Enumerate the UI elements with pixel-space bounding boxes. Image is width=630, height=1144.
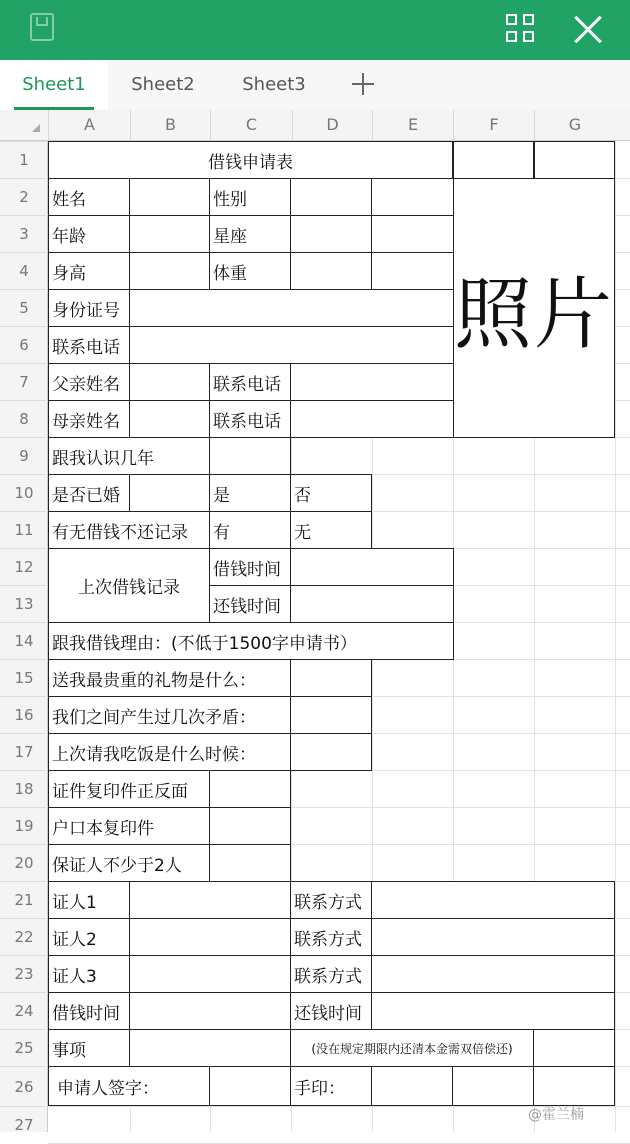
row-header-1[interactable]: 1 bbox=[0, 141, 48, 178]
cell-father-phone-label[interactable]: 联系电话 bbox=[209, 363, 291, 401]
cell-mother-value[interactable] bbox=[129, 400, 210, 438]
cell-return-time-label[interactable]: 还钱时间 bbox=[290, 992, 372, 1030]
cell-contact2-label[interactable]: 联系方式 bbox=[290, 918, 372, 956]
column-header-a[interactable]: A bbox=[48, 110, 130, 140]
cell-loan-time-label[interactable]: 借钱时间 bbox=[48, 992, 130, 1030]
cell-c19[interactable] bbox=[209, 807, 291, 845]
cell-gift[interactable]: 送我最贵重的礼物是什么： bbox=[48, 659, 291, 697]
cell-zodiac-value[interactable] bbox=[290, 215, 372, 253]
app-toolbar bbox=[0, 0, 630, 60]
cell-witness1-value[interactable] bbox=[129, 881, 291, 919]
row-header-2[interactable]: 2 bbox=[0, 178, 48, 215]
cell-gender-label[interactable]: 性别 bbox=[209, 178, 291, 216]
cell-id-copy[interactable]: 证件复印件正反面 bbox=[48, 770, 210, 808]
cell-witness2-label[interactable]: 证人2 bbox=[48, 918, 130, 956]
cell-g26[interactable] bbox=[533, 1066, 615, 1106]
cell-married-yes[interactable]: 是 bbox=[209, 474, 291, 512]
row-header-9[interactable]: 9 bbox=[0, 437, 48, 474]
save-icon[interactable] bbox=[30, 13, 54, 41]
cell-matters-value[interactable] bbox=[129, 1029, 291, 1067]
cell-d17[interactable] bbox=[290, 733, 372, 771]
cell-height-label[interactable]: 身高 bbox=[48, 252, 130, 290]
cell-loan-time-value[interactable] bbox=[129, 992, 291, 1030]
cell-weight-label[interactable]: 体重 bbox=[209, 252, 291, 290]
cell-witness3-label[interactable]: 证人3 bbox=[48, 955, 130, 993]
row-header-12[interactable]: 12 bbox=[0, 548, 48, 585]
cell-borrow-time-label[interactable]: 借钱时间 bbox=[209, 548, 291, 586]
cell-mother-phone-label[interactable]: 联系电话 bbox=[209, 400, 291, 438]
cell-c18[interactable] bbox=[209, 770, 291, 808]
spreadsheet-grid bbox=[48, 141, 630, 1132]
cell-e3[interactable] bbox=[371, 215, 454, 253]
cell-f1[interactable] bbox=[453, 141, 534, 179]
cell-contact3-label[interactable]: 联系方式 bbox=[290, 955, 372, 993]
sheet-tab-bar bbox=[0, 60, 630, 111]
cell-id-value[interactable] bbox=[129, 289, 454, 327]
cell-f26[interactable] bbox=[452, 1066, 534, 1106]
cell-contact3-value[interactable] bbox=[371, 955, 615, 993]
cell-last-borrow-label[interactable]: 上次借钱记录 bbox=[48, 548, 210, 623]
column-header-g[interactable]: G bbox=[534, 110, 615, 140]
cell-mother-label[interactable]: 母亲姓名 bbox=[48, 400, 130, 438]
cell-height-value[interactable] bbox=[129, 252, 210, 290]
tab-sheet3[interactable]: Sheet3 bbox=[242, 74, 306, 95]
watermark-text: @霍兰楠 bbox=[528, 1107, 584, 1123]
row-header-17[interactable]: 17 bbox=[0, 733, 48, 770]
row-header-18[interactable]: 18 bbox=[0, 770, 48, 807]
column-header-b[interactable]: B bbox=[130, 110, 210, 140]
row-header-13[interactable]: 13 bbox=[0, 585, 48, 622]
cell-witness3-value[interactable] bbox=[129, 955, 291, 993]
cell-signature-value[interactable] bbox=[209, 1066, 291, 1106]
cell-repay-time-value[interactable] bbox=[290, 585, 454, 623]
cell-form-title[interactable]: 借钱申请表 bbox=[48, 141, 453, 179]
cell-e4[interactable] bbox=[371, 252, 454, 290]
row-header-6[interactable]: 6 bbox=[0, 326, 48, 363]
row-header-16[interactable]: 16 bbox=[0, 696, 48, 733]
cell-contact1-label[interactable]: 联系方式 bbox=[290, 881, 372, 919]
plus-icon[interactable] bbox=[350, 70, 376, 100]
cell-name-label[interactable]: 姓名 bbox=[48, 178, 130, 216]
cell-zodiac-label[interactable]: 星座 bbox=[209, 215, 291, 253]
row-header-4[interactable]: 4 bbox=[0, 252, 48, 289]
cell-repay-time-label[interactable]: 还钱时间 bbox=[209, 585, 291, 623]
cell-father-value[interactable] bbox=[129, 363, 210, 401]
cell-d15[interactable] bbox=[290, 659, 372, 697]
cell-penalty-note[interactable]: (没在规定期限内还清本金需双倍偿还) bbox=[290, 1029, 534, 1067]
tab-sheet2[interactable]: Sheet2 bbox=[131, 74, 195, 95]
cell-g1[interactable] bbox=[534, 141, 615, 179]
cell-guarantor[interactable]: 保证人不少于2人 bbox=[48, 844, 210, 882]
grid-icon[interactable] bbox=[506, 14, 536, 44]
cell-borrow-time-value[interactable] bbox=[290, 548, 454, 586]
cell-phone-label[interactable]: 联系电话 bbox=[48, 326, 130, 364]
column-header-e[interactable]: E bbox=[372, 110, 453, 140]
row-header-11[interactable]: 11 bbox=[0, 511, 48, 548]
row-header-15[interactable]: 15 bbox=[0, 659, 48, 696]
cell-return-time-value[interactable] bbox=[371, 992, 615, 1030]
row-header-22[interactable]: 22 bbox=[0, 918, 48, 955]
cell-household-copy[interactable]: 户口本复印件 bbox=[48, 807, 210, 845]
column-header-c[interactable]: C bbox=[210, 110, 292, 140]
cell-unpaid-label[interactable]: 有无借钱不还记录 bbox=[48, 511, 210, 549]
row-header-27[interactable]: 27 bbox=[0, 1106, 48, 1143]
row-header-bar bbox=[0, 141, 48, 1132]
cell-unpaid-no[interactable]: 无 bbox=[290, 511, 372, 549]
cell-reason[interactable]: 跟我借钱理由：(不低于1500字申请书） bbox=[48, 622, 454, 660]
cell-fingerprint-label[interactable]: 手印： bbox=[290, 1066, 372, 1106]
row-header-8[interactable]: 8 bbox=[0, 400, 48, 437]
cell-signature-label[interactable]: 申请人签字： bbox=[48, 1066, 210, 1106]
row-header-14[interactable]: 14 bbox=[0, 622, 48, 659]
row-header-19[interactable]: 19 bbox=[0, 807, 48, 844]
row-header-5[interactable]: 5 bbox=[0, 289, 48, 326]
cell-matters-label[interactable]: 事项 bbox=[48, 1029, 130, 1067]
row-header-25[interactable]: 25 bbox=[0, 1029, 48, 1066]
cell-conflicts[interactable]: 我们之间产生过几次矛盾： bbox=[48, 696, 291, 734]
cell-last-meal[interactable]: 上次请我吃饭是什么时候： bbox=[48, 733, 291, 771]
cell-age-value[interactable] bbox=[129, 215, 210, 253]
row-header-26[interactable]: 26 bbox=[0, 1066, 48, 1106]
row-header-3[interactable]: 3 bbox=[0, 215, 48, 252]
cell-years-known-label[interactable]: 跟我认识几年 bbox=[48, 437, 210, 475]
row-header-7[interactable]: 7 bbox=[0, 363, 48, 400]
cell-father-phone-value[interactable] bbox=[290, 363, 454, 401]
cell-name-value[interactable] bbox=[129, 178, 210, 216]
cell-contact2-value[interactable] bbox=[371, 918, 615, 956]
cell-gender-value[interactable] bbox=[290, 178, 372, 216]
row-header-10[interactable]: 10 bbox=[0, 474, 48, 511]
cell-contact1-value[interactable] bbox=[371, 881, 615, 919]
cell-fingerprint-value[interactable] bbox=[371, 1066, 453, 1106]
row-header-24[interactable]: 24 bbox=[0, 992, 48, 1029]
cell-mother-phone-value[interactable] bbox=[290, 400, 454, 438]
cell-b10[interactable] bbox=[129, 474, 210, 512]
cell-married-no[interactable]: 否 bbox=[290, 474, 372, 512]
column-header-f[interactable]: F bbox=[453, 110, 534, 140]
close-icon[interactable] bbox=[568, 10, 608, 50]
tab-sheet1[interactable]: Sheet1 bbox=[0, 60, 108, 110]
cell-c20[interactable] bbox=[209, 844, 291, 882]
cell-married-label[interactable]: 是否已婚 bbox=[48, 474, 130, 512]
cell-age-label[interactable]: 年龄 bbox=[48, 215, 130, 253]
cell-witness1-label[interactable]: 证人1 bbox=[48, 881, 130, 919]
cell-photo[interactable]: 照片 bbox=[453, 178, 615, 438]
cell-witness2-value[interactable] bbox=[129, 918, 291, 956]
column-header-bar bbox=[0, 110, 630, 141]
cell-d16[interactable] bbox=[290, 696, 372, 734]
grid-line bbox=[615, 141, 616, 1132]
cell-unpaid-yes[interactable]: 有 bbox=[209, 511, 291, 549]
cell-g25[interactable] bbox=[533, 1029, 615, 1067]
cell-weight-value[interactable] bbox=[290, 252, 372, 290]
column-header-d[interactable]: D bbox=[292, 110, 372, 140]
cell-years-known-value[interactable] bbox=[209, 437, 291, 475]
row-header-20[interactable]: 20 bbox=[0, 844, 48, 881]
row-header-21[interactable]: 21 bbox=[0, 881, 48, 918]
cell-id-label[interactable]: 身份证号 bbox=[48, 289, 130, 327]
cell-phone-value[interactable] bbox=[129, 326, 454, 364]
cell-e2[interactable] bbox=[371, 178, 454, 216]
row-header-23[interactable]: 23 bbox=[0, 955, 48, 992]
select-all-corner[interactable] bbox=[32, 124, 40, 132]
cell-father-label[interactable]: 父亲姓名 bbox=[48, 363, 130, 401]
